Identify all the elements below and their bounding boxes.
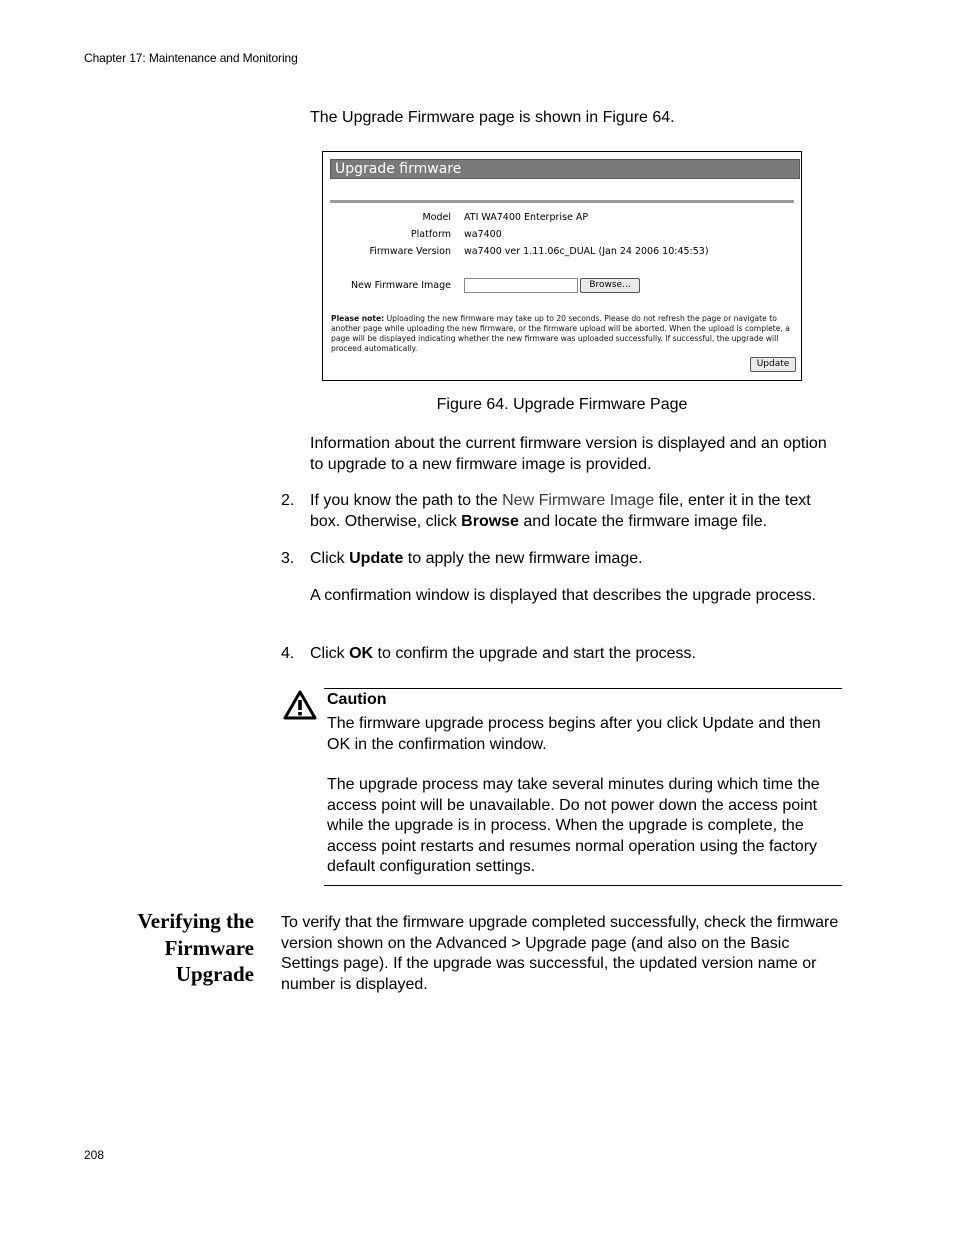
running-header: Chapter 17: Maintenance and Monitoring: [84, 51, 298, 65]
intro-paragraph: The Upgrade Firmware page is shown in Figure 64.: [310, 109, 675, 126]
upload-note: [331, 314, 797, 354]
note-bold-label: Please note:: [331, 314, 385, 323]
step-number: 3.: [281, 550, 295, 567]
new-firmware-label: New Firmware Image: [350, 280, 451, 291]
step-text-part: Click: [310, 645, 350, 662]
section-heading-line: Verifying the: [137, 909, 254, 933]
step-text-part: If you know the path to the: [310, 492, 503, 509]
step-text-part: to apply the new firmware image.: [403, 550, 643, 567]
field-value: ATI WA7400 Enterprise AP: [464, 212, 589, 223]
caution-paragraph-2: The upgrade process may take several minutes during which time the access point will be unavailable. Do not power down the access point while the upgrade is in process. When the upgrade is complete, the access point restarts and resumes normal operation using the factory default configuration settings.: [327, 776, 820, 875]
field-label: Firmware Version: [369, 246, 451, 257]
field-value: wa7400: [464, 229, 502, 240]
step-text-part: and locate the firmware image file.: [518, 512, 768, 530]
new-firmware-input[interactable]: [464, 278, 578, 293]
section-heading: [100, 908, 254, 988]
ui-term-browse: Browse: [461, 512, 519, 530]
caution-bottom-rule: [324, 885, 842, 886]
update-button[interactable]: Update: [750, 357, 796, 372]
browse-button[interactable]: Browse...: [580, 278, 640, 293]
ui-term-ok: OK: [349, 645, 374, 662]
page-number: 208: [84, 1148, 105, 1162]
warning-triangle-icon: [283, 690, 317, 720]
step-text-part: Click: [310, 550, 350, 567]
confirmation-paragraph: A confirmation window is displayed that describes the upgrade process.: [310, 587, 817, 604]
figure-title-bar: [330, 159, 800, 179]
field-label: Platform: [410, 229, 451, 240]
upgrade-firmware-figure: [322, 151, 802, 381]
step-number: 2.: [281, 492, 295, 509]
verify-paragraph: To verify that the firmware upgrade completed successfully, check the firmware version shown on the Advanced > Upgrade page (and also on the Basic Settings page). If the upgrade was successful, the updated version name or number is displayed.: [281, 914, 839, 993]
section-heading-line: Upgrade: [175, 962, 254, 986]
caution-title: Caution: [327, 691, 387, 708]
note-text: Uploading the new firmware may take up to 20 seconds. Please do not refresh the page or navigate to another page while uploading the new firmware, or the firmware upload will be aborted. When the upload is complete, a page will be displayed indicating whether the new firmware was uploaded successfully. If successful, the upgrade will proceed automatically.: [331, 314, 790, 353]
step-text-part: to confirm the upgrade and start the process.: [373, 645, 696, 662]
ui-term-new-firmware-image: New Firmware Image: [502, 492, 655, 509]
caution-paragraph-1: The firmware upgrade process begins after you click Update and then OK in the confirmation window.: [327, 715, 821, 753]
figure-divider: [330, 200, 794, 203]
info-paragraph: Information about the current firmware version is displayed and an option to upgrade to a new firmware image is provided.: [310, 435, 827, 473]
ui-term-update: Update: [349, 550, 404, 567]
section-heading-line: Firmware: [164, 935, 254, 960]
step-text: [310, 491, 842, 532]
step-number: 4.: [281, 645, 295, 662]
step-text-part: file, enter it in the text box. Otherwise, click: [310, 492, 811, 530]
field-label: Model: [422, 212, 451, 223]
step-text: [310, 644, 842, 665]
step-text: [310, 549, 842, 570]
figure-caption: Figure 64. Upgrade Firmware Page: [436, 396, 688, 413]
field-value: wa7400 ver 1.11.06c_DUAL (Jan 24 2006 10:45:53): [464, 246, 709, 257]
caution-top-rule: [324, 688, 842, 689]
figure-title: Upgrade firmware: [335, 161, 462, 177]
